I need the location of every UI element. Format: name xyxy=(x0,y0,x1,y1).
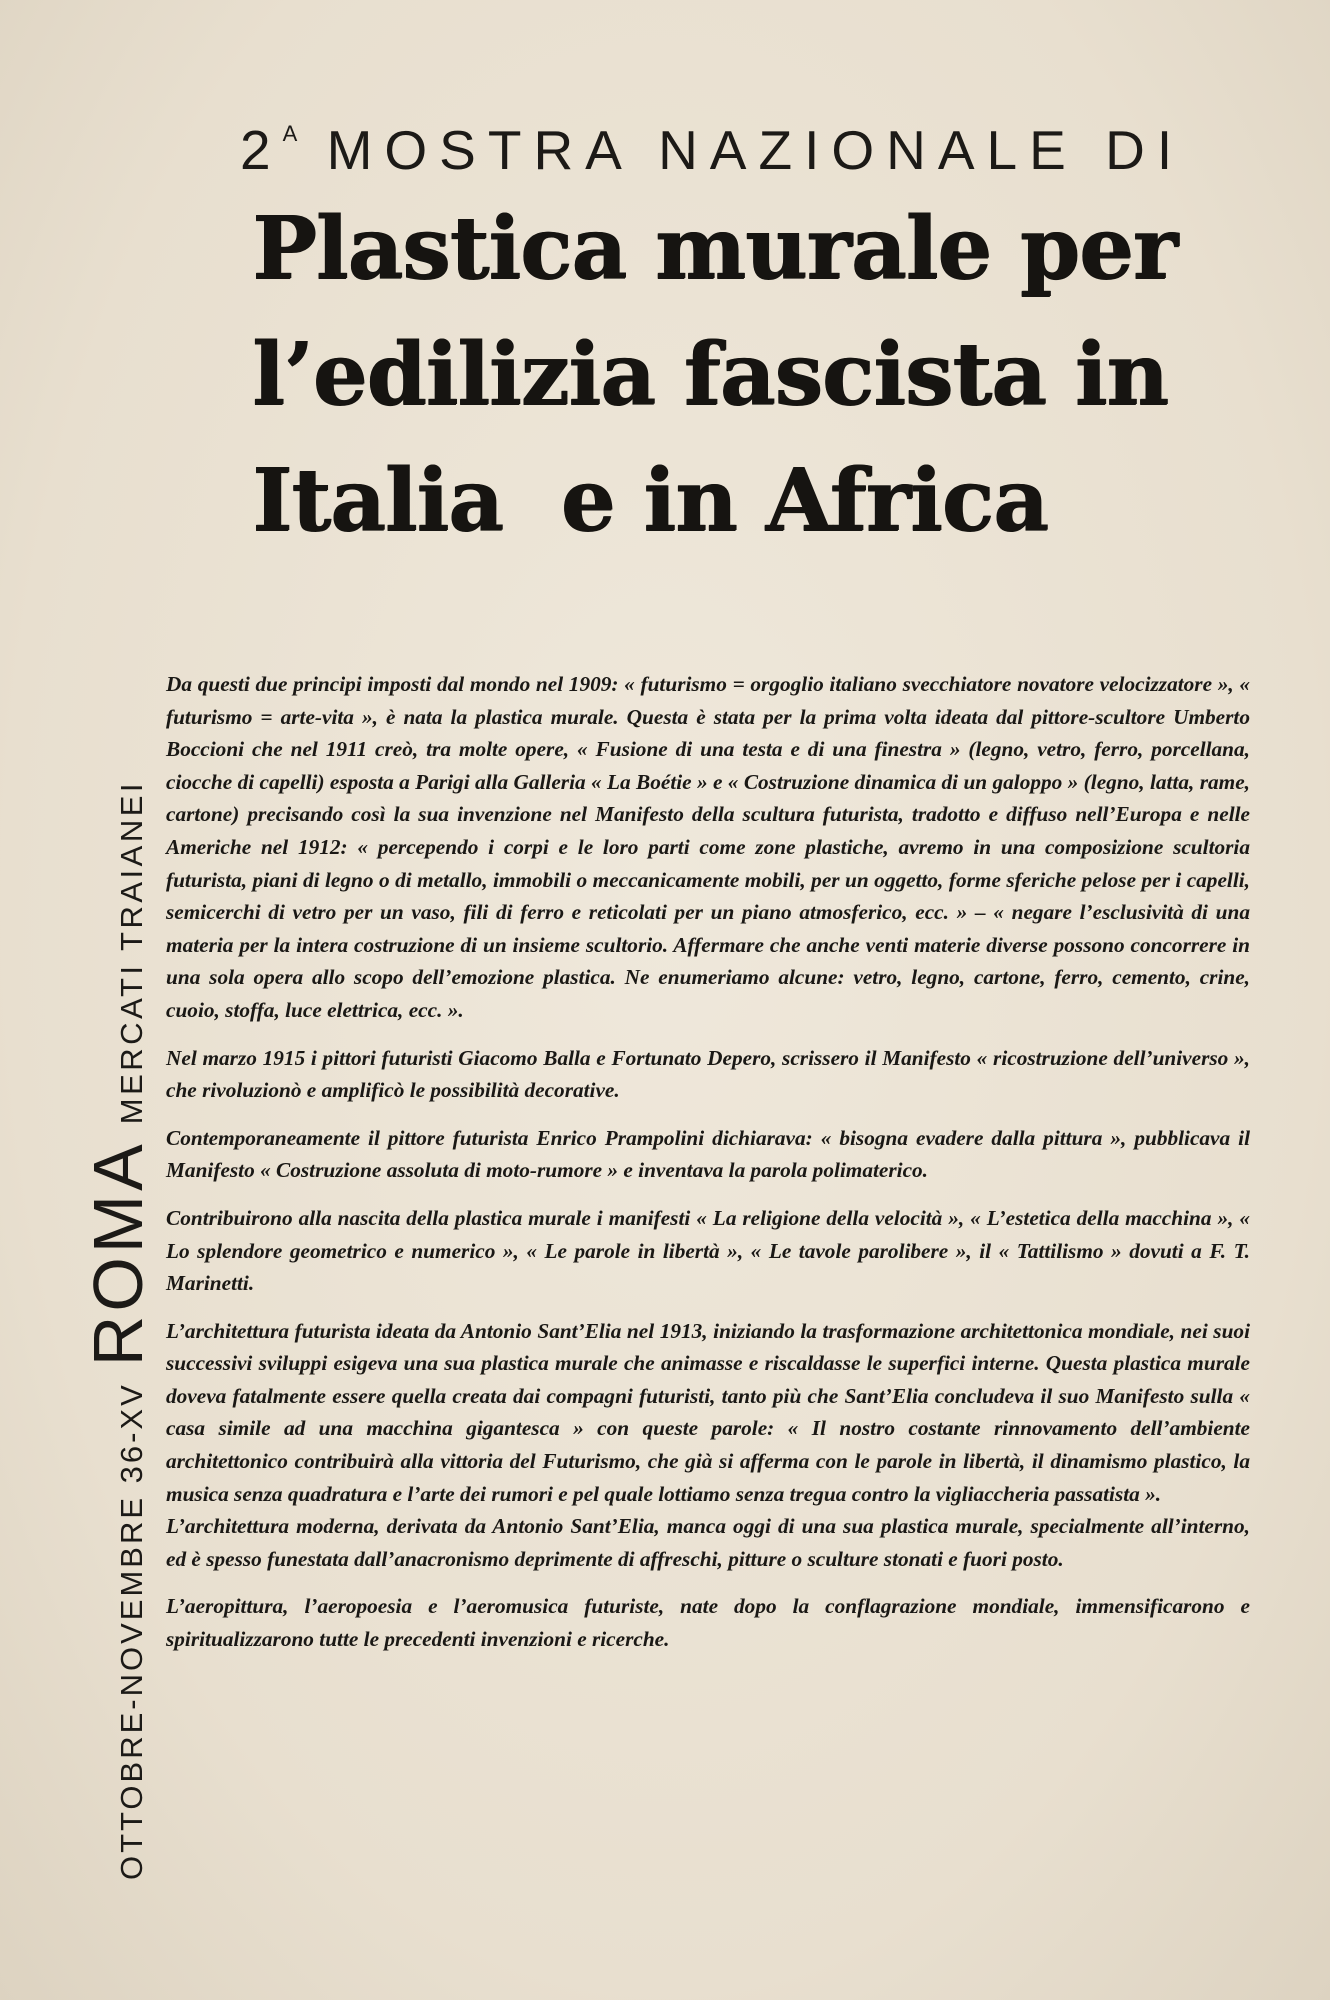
exhibition-city: ROMA xyxy=(79,1140,157,1367)
body-paragraph: Nel marzo 1915 i pittori futuristi Giacomo Balla e Fortunato Depero, scrissero il Manifesto « ricostruzione dell’universo », che rivoluzionò e amplificò le possibilità decorative. xyxy=(166,1045,1250,1103)
body-paragraph: Contemporaneamente il pittore futurista Enrico Prampolini dichiarava: « bisogna evadere dalla pittura », pubblicava il Manifesto « Costruzione assoluta di moto-rumore » e inventava la parola polimaterico. xyxy=(166,1125,1250,1183)
edition-ordinal: A xyxy=(282,121,300,146)
body-paragraph: Contribuirono alla nascita della plastica murale i manifesti « La religione della velocità », « L’estetica della macchina », « Lo splendore geometrico e numerico », « Le parole in libertà », « Le tavole parolibere », il « Tattilismo » dovuti a F. T. Marinetti. xyxy=(166,1205,1250,1296)
exhibition-venue: MERCATI TRAIANEI xyxy=(114,779,149,1125)
exhibition-header xyxy=(240,104,1185,181)
body-paragraph: Da questi due principi imposti dal mondo nel 1909: « futurismo = orgoglio italiano svecchiatore novatore velocizzatore », « futurismo = arte-vita », è nata la plastica murale. Questa è stata per la prima volta ideata dal pittore-scultore Umberto Boccioni che nel 1911 creò, tra molte opere, « Fusione di una testa e di una finestra » (legno, vetro, ferro, porcellana, ciocche di capelli) esposta a Parigi alla Galleria « La Boétie » e « Costruzione dinamica di un galoppo » (legno, latta, rame, cartone) precisando così la sua invenzione nel Manifesto della scultura futurista, tradotto e diffuso nell’Europa e nelle Americhe nel 1912: « percependo i corpi e le loro parti come zone plastiche, avremo in una composizione scultoria futurista, piani di legno o di metallo, immobili o meccanicamente mobili, per un oggetto, forme sferiche pelose per i capelli, semicerchi di vetro per un vaso, fili di ferro e reticolati per un piano atmosferico, ecc. » – « negare l’esclusività di una materia per la intera costruzione di un insieme scultorio. Affermare che anche venti materie diverse possono concorrere in una sola opera allo scopo dell’emozione plastica. Ne enumeriamo alcune: vetro, legno, cartone, ferro, cemento, crine, cuoio, stoffa, luce elettrica, ecc. ». xyxy=(166,672,1250,1022)
exhibition-header-text: MOSTRA NAZIONALE DI xyxy=(326,119,1185,181)
manifesto-body xyxy=(166,668,1250,1671)
vertical-side-caption xyxy=(79,640,168,1880)
page-title xyxy=(252,186,1252,564)
body-paragraph: L’architettura futurista ideata da Antonio Sant’Elia nel 1913, iniziando la trasformazione architettonica mondiale, nei suoi successivi sviluppi esigeva una sua plastica murale che animasse e riscaldasse le superfici interne. Questa plastica murale doveva fatalmente essere quella creata dai compagni futuristi, tanto più che Sant’Elia concludeva il suo Manifesto sulla « casa simile ad una macchina gigantesca » con queste parole: « Il nostro costante rinnovamento dell’ambiente architettonico contribuirà alla vittoria del Futurismo, che già si afferma con le parole in libertà, il dinamismo plastico, la musica senza quadratura e l’arte dei rumori e pel quale lottiamo senza tregua contro la vigliaccheria passatista ». xyxy=(166,1318,1250,1506)
title-line-3: Italia e in Africa xyxy=(252,450,1048,551)
title-line-2: l’edilizia fascista in xyxy=(252,324,1168,425)
edition-number: 2 xyxy=(240,119,283,181)
exhibition-dates: OTTOBRE-NOVEMBRE 36-XV xyxy=(114,1382,149,1880)
body-paragraph: L’architettura moderna, derivata da Antonio Sant’Elia, manca oggi di una sua plastica murale, specialmente all’interno, ed è spesso funestata dall’anacronismo deprimente di affreschi, pitture o sculture stonati e fuori posto. xyxy=(166,1514,1250,1571)
title-line-1: Plastica murale per xyxy=(252,198,1177,299)
body-paragraph: L’aeropittura, l’aeropoesia e l’aeromusica futuriste, nate dopo la conflagrazione mondiale, immensificarono e spiritualizzarono tutte le precedenti invenzioni e ricerche. xyxy=(166,1594,1250,1652)
